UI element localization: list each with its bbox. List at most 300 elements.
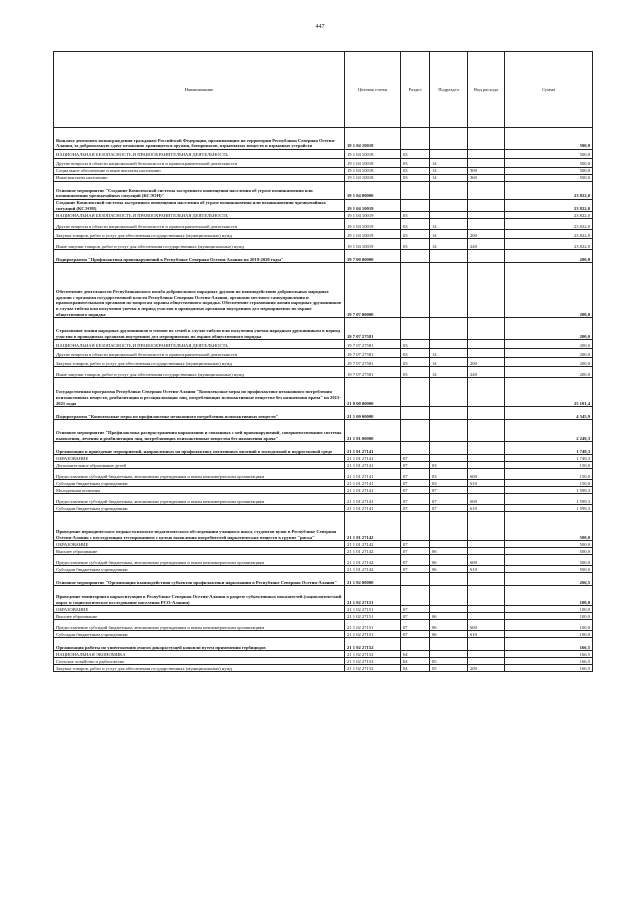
row-section-cell [401, 263, 430, 318]
row-expense-cell [468, 407, 505, 420]
row-expense-cell [468, 318, 505, 340]
table-row [54, 442, 593, 455]
row-subsection-cell [430, 407, 468, 420]
row-subsection-cell [430, 420, 468, 442]
table-row [54, 318, 593, 340]
row-subsection-cell: 07 [430, 487, 468, 494]
row-target-cell: 21 1 01 27141 [345, 455, 401, 462]
row-amount-cell: 23 822,0 [505, 212, 593, 219]
row-amount-cell: 500,0 [505, 150, 593, 159]
row-target-cell: 21 1 02 27151 [345, 606, 401, 613]
row-subsection-cell [430, 586, 468, 606]
row-name-cell: Предоставление субсидий бюджетным, автономным учреждениям и иным некоммерческим организациям [54, 555, 345, 566]
row-amount-cell: 23 822,0 [505, 219, 593, 230]
row-amount-cell: 500,0 [505, 541, 593, 548]
row-expense-cell: 200 [468, 358, 505, 367]
row-expense-cell: 360 [468, 175, 505, 182]
row-name-cell: Проведение периодического медико-психолого-педагогического обследования учащихся школ, студентов вузов в Республике Северная Осетия-Алания с последующим тестированием с целью выявления потребителей наркотических веществ в группе "риска" [54, 512, 345, 541]
row-subsection-cell: 06 [430, 620, 468, 631]
row-subsection-cell [430, 541, 468, 548]
row-section-cell: 07 [401, 606, 430, 613]
row-expense-cell [468, 263, 505, 318]
row-amount-cell: 100,0 [505, 613, 593, 620]
table-row [54, 651, 593, 658]
row-amount-cell: 100,0 [505, 606, 593, 613]
row-section-cell: 03 [401, 340, 430, 349]
row-name-cell: Социальное обеспечение и иные выплаты населению [54, 168, 345, 175]
row-expense-cell [468, 455, 505, 462]
row-target-cell: 19 1 04 10019 [345, 200, 401, 212]
row-section-cell: 03 [401, 175, 430, 182]
row-subsection-cell [430, 212, 468, 219]
row-amount-cell: 150,0 [505, 480, 593, 487]
row-target-cell: 21 0 00 00000 [345, 378, 401, 407]
row-subsection-cell: 14 [430, 230, 468, 239]
row-target-cell: 19 7 00 00000 [345, 250, 401, 263]
row-expense-cell [468, 548, 505, 555]
row-target-cell: 19 1 04 10018 [345, 128, 401, 150]
table-row [54, 613, 593, 620]
row-target-cell: 21 1 02 27152 [345, 651, 401, 658]
row-subsection-cell [430, 512, 468, 541]
row-name-cell: Субсидии бюджетным учреждениям [54, 480, 345, 487]
row-target-cell: 19 1 04 00000 [345, 182, 401, 200]
table-row [54, 512, 593, 541]
row-target-cell: 21 1 02 27151 [345, 586, 401, 606]
table-body [54, 128, 593, 672]
row-expense-cell [468, 487, 505, 494]
row-expense-cell: 600 [468, 555, 505, 566]
table-row [54, 555, 593, 566]
row-subsection-cell [430, 378, 468, 407]
row-section-cell: 07 [401, 487, 430, 494]
row-amount-cell: 200,0 [505, 250, 593, 263]
row-name-cell: Проведение мониторинга наркоситуации в Республике Северная Осетия-Алания в разрезе субъективных показателей (социологический опрос и социологическое исследование населения РСО-Алания) [54, 586, 345, 606]
row-amount-cell: 150,0 [505, 469, 593, 480]
row-subsection-cell: 06 [430, 555, 468, 566]
table-header [54, 52, 593, 128]
row-subsection-cell [430, 128, 468, 150]
row-amount-cell: 1 749,3 [505, 455, 593, 462]
row-expense-cell: 600 [468, 494, 505, 505]
row-name-cell: Иные закупки товаров, работ и услуг для обеспечения государственных (муниципальных) нужд [54, 239, 345, 250]
row-section-cell [401, 250, 430, 263]
row-target-cell: 21 1 01 27142 [345, 541, 401, 548]
table-row [54, 455, 593, 462]
row-amount-cell: 166,5 [505, 658, 593, 665]
row-target-cell: 19 7 07 27581 [345, 340, 401, 349]
row-subsection-cell [430, 182, 468, 200]
row-section-cell: 04 [401, 658, 430, 665]
row-subsection-cell [430, 200, 468, 212]
row-target-cell: 19 1 04 10018 [345, 175, 401, 182]
row-subsection-cell: 06 [430, 631, 468, 638]
row-section-cell [401, 318, 430, 340]
page-number: 447 [315, 24, 325, 30]
row-expense-cell [468, 128, 505, 150]
row-name-cell: НАЦИОНАЛЬНАЯ БЕЗОПАСНОСТЬ И ПРАВООХРАНИТЕЛЬНАЯ ДЕЯТЕЛЬНОСТЬ [54, 150, 345, 159]
row-target-cell: 21 1 02 27151 [345, 620, 401, 631]
row-target-cell: 19 1 04 10018 [345, 159, 401, 168]
row-expense-cell [468, 250, 505, 263]
row-name-cell: Субсидии бюджетным учреждениям [54, 566, 345, 573]
row-amount-cell: 500,0 [505, 512, 593, 541]
row-amount-cell: 200,0 [505, 318, 593, 340]
column-header-section: Раздел [401, 52, 430, 128]
row-section-cell: 07 [401, 462, 430, 469]
row-target-cell: 21 1 02 27151 [345, 631, 401, 638]
row-expense-cell [468, 512, 505, 541]
row-name-cell: Высшее образование [54, 548, 345, 555]
row-subsection-cell: 03 [430, 469, 468, 480]
row-amount-cell: 100,0 [505, 631, 593, 638]
row-subsection-cell: 07 [430, 494, 468, 505]
row-target-cell: 21 1 02 27151 [345, 613, 401, 620]
row-section-cell: 04 [401, 665, 430, 672]
row-amount-cell: 200,0 [505, 340, 593, 349]
row-subsection-cell [430, 250, 468, 263]
row-amount-cell: 500,0 [505, 548, 593, 555]
row-name-cell: НАЦИОНАЛЬНАЯ БЕЗОПАСНОСТЬ И ПРАВООХРАНИТЕЛЬНАЯ ДЕЯТЕЛЬНОСТЬ [54, 212, 345, 219]
row-subsection-cell: 14 [430, 367, 468, 378]
row-subsection-cell: 03 [430, 480, 468, 487]
row-name-cell: ОБРАЗОВАНИЕ [54, 455, 345, 462]
row-name-cell: ОБРАЗОВАНИЕ [54, 541, 345, 548]
row-section-cell [401, 182, 430, 200]
table-row [54, 212, 593, 219]
row-section-cell: 03 [401, 212, 430, 219]
row-amount-cell: 25 101,4 [505, 378, 593, 407]
row-amount-cell: 500,0 [505, 159, 593, 168]
row-section-cell: 07 [401, 631, 430, 638]
row-section-cell [401, 407, 430, 420]
row-amount-cell: 200,0 [505, 358, 593, 367]
row-subsection-cell [430, 318, 468, 340]
row-section-cell: 07 [401, 494, 430, 505]
row-amount-cell: 166,5 [505, 638, 593, 651]
row-target-cell: 19 1 04 10019 [345, 212, 401, 219]
row-target-cell: 19 1 04 10019 [345, 219, 401, 230]
row-target-cell: 19 1 04 10018 [345, 150, 401, 159]
table-row [54, 128, 593, 150]
row-name-cell: Субсидии бюджетным учреждениям [54, 631, 345, 638]
row-amount-cell: 100,0 [505, 620, 593, 631]
row-target-cell: 21 1 01 27141 [345, 480, 401, 487]
row-amount-cell: 1 749,3 [505, 442, 593, 455]
row-name-cell: Обеспечение деятельности Республиканского штаба добровольных народных дружин по взаимодействию добровольных народных дружин с органами государственной власти Республики Северная Осетия-Алания, органами местного самоуправления и правоохранительными органами по вопросам охраны общественного порядка. Обеспечение страхования жизни народных дружинников в случае гибели или получения увечья в период участия в проводимых органами внутренних дел мероприятиях по охране общественного порядка [54, 263, 345, 318]
row-expense-cell [468, 573, 505, 586]
row-section-cell [401, 573, 430, 586]
row-section-cell [401, 586, 430, 606]
table-row [54, 250, 593, 263]
row-expense-cell [468, 182, 505, 200]
row-amount-cell: 100,0 [505, 586, 593, 606]
row-target-cell: 19 7 07 00000 [345, 263, 401, 318]
table-row [54, 200, 593, 212]
row-name-cell: Предоставление субсидий бюджетным, автономным учреждениям и иным некоммерческим организациям [54, 494, 345, 505]
table-row [54, 150, 593, 159]
row-subsection-cell: 06 [430, 548, 468, 555]
row-expense-cell [468, 219, 505, 230]
row-section-cell: 03 [401, 219, 430, 230]
row-target-cell: 21 1 01 27142 [345, 555, 401, 566]
row-name-cell: Организация работы по уничтожению очагов дикорастущей конопли путем применения гербицидов [54, 638, 345, 651]
row-expense-cell: 240 [468, 367, 505, 378]
row-section-cell [401, 200, 430, 212]
table-row [54, 573, 593, 586]
row-target-cell: 19 7 07 27581 [345, 358, 401, 367]
row-expense-cell: 300 [468, 168, 505, 175]
row-subsection-cell [430, 651, 468, 658]
row-subsection-cell [430, 455, 468, 462]
row-section-cell [401, 128, 430, 150]
row-name-cell: Закупка товаров, работ и услуг для обеспечения государственных (муниципальных) нужд [54, 665, 345, 672]
row-section-cell: 07 [401, 505, 430, 512]
row-name-cell: ОБРАЗОВАНИЕ [54, 606, 345, 613]
row-section-cell [401, 638, 430, 651]
column-header-name: Наименование [54, 52, 345, 128]
row-subsection-cell [430, 573, 468, 586]
row-subsection-cell: 14 [430, 168, 468, 175]
row-amount-cell: 166,5 [505, 665, 593, 672]
table-row [54, 367, 593, 378]
row-amount-cell: 2 249,3 [505, 420, 593, 442]
row-target-cell: 19 7 07 27581 [345, 318, 401, 340]
table-row [54, 239, 593, 250]
row-name-cell: Предоставление субсидий бюджетным, автономным учреждениям и иным некоммерческим организациям [54, 469, 345, 480]
row-section-cell: 03 [401, 159, 430, 168]
row-name-cell: Другие вопросы в области национальной безопасности и правоохранительной деятельности [54, 219, 345, 230]
row-section-cell: 07 [401, 469, 430, 480]
row-name-cell: Создание Комплексной системы экстренного оповещения населения об угрозе возникновения или возникновении чрезвычайных ситуаций (КСЭОН) [54, 200, 345, 212]
row-expense-cell [468, 606, 505, 613]
row-subsection-cell: 05 [430, 658, 468, 665]
row-section-cell: 03 [401, 358, 430, 367]
row-name-cell: НАЦИОНАЛЬНАЯ ЭКОНОМИКА [54, 651, 345, 658]
budget-table [53, 51, 593, 672]
row-expense-cell [468, 340, 505, 349]
row-section-cell [401, 512, 430, 541]
row-section-cell: 03 [401, 150, 430, 159]
row-amount-cell: 266,5 [505, 573, 593, 586]
row-amount-cell: 200,0 [505, 349, 593, 358]
table-row [54, 494, 593, 505]
row-target-cell: 19 1 04 10019 [345, 230, 401, 239]
row-name-cell: Дополнительное образование детей [54, 462, 345, 469]
row-name-cell: Основное мероприятие "Организация взаимодействия субъектов профилактики наркомании в Республике Северная Осетия-Алания" [54, 573, 345, 586]
row-expense-cell [468, 638, 505, 651]
row-expense-cell [468, 349, 505, 358]
row-expense-cell [468, 159, 505, 168]
row-expense-cell: 610 [468, 480, 505, 487]
table-row [54, 658, 593, 665]
row-section-cell [401, 420, 430, 442]
table-row [54, 665, 593, 672]
table-row [54, 480, 593, 487]
row-section-cell: 03 [401, 367, 430, 378]
row-subsection-cell: 14 [430, 349, 468, 358]
row-target-cell: 19 7 07 27581 [345, 349, 401, 358]
row-expense-cell [468, 212, 505, 219]
row-expense-cell [468, 378, 505, 407]
row-section-cell: 07 [401, 566, 430, 573]
row-name-cell: Иные выплаты населению [54, 175, 345, 182]
row-amount-cell: 23 822,0 [505, 200, 593, 212]
row-subsection-cell: 14 [430, 358, 468, 367]
table-row [54, 548, 593, 555]
row-amount-cell: 4 345,9 [505, 407, 593, 420]
row-target-cell: 21 1 02 27152 [345, 638, 401, 651]
row-section-cell [401, 442, 430, 455]
table-row [54, 505, 593, 512]
row-target-cell: 19 1 04 10019 [345, 239, 401, 250]
row-expense-cell [468, 420, 505, 442]
row-name-cell: Государственная программа Республики Северная Осетия-Алания "Комплексные меры по профилактике незаконного потребления психоактивных веществ, реабилитации и ресоциализации лиц, потребляющих психоактивные вещества без назначения врача" на 2015-2021 годы [54, 378, 345, 407]
row-expense-cell [468, 613, 505, 620]
row-section-cell: 03 [401, 239, 430, 250]
column-header-target: Целевая статья [345, 52, 401, 128]
column-header-subsection: Подраздел [430, 52, 468, 128]
row-amount-cell: 500,0 [505, 175, 593, 182]
row-expense-cell: 200 [468, 230, 505, 239]
row-target-cell: 21 1 01 27141 [345, 494, 401, 505]
table-row [54, 620, 593, 631]
row-expense-cell: 610 [468, 631, 505, 638]
row-section-cell: 07 [401, 548, 430, 555]
row-name-cell: Подпрограмма "Комплексные меры по профилактике незаконного потребления психоактивных веществ" [54, 407, 345, 420]
row-subsection-cell: 07 [430, 505, 468, 512]
row-amount-cell: 200,0 [505, 263, 593, 318]
row-name-cell: Закупка товаров, работ и услуг для обеспечения государственных (муниципальных) нужд [54, 358, 345, 367]
row-subsection-cell: 03 [430, 462, 468, 469]
row-target-cell: 21 1 02 27152 [345, 658, 401, 665]
row-name-cell: Другие вопросы в области национальной безопасности и правоохранительной деятельности [54, 349, 345, 358]
row-subsection-cell: 14 [430, 159, 468, 168]
row-target-cell: 21 1 01 27141 [345, 469, 401, 480]
row-target-cell: 19 7 07 27581 [345, 367, 401, 378]
table-row [54, 263, 593, 318]
table-row [54, 349, 593, 358]
row-subsection-cell [430, 263, 468, 318]
row-subsection-cell: 06 [430, 613, 468, 620]
row-section-cell: 07 [401, 541, 430, 548]
row-amount-cell: 500,0 [505, 168, 593, 175]
row-amount-cell: 23 822,0 [505, 239, 593, 250]
row-subsection-cell [430, 442, 468, 455]
row-expense-cell: 610 [468, 566, 505, 573]
row-amount-cell: 500,0 [505, 555, 593, 566]
row-section-cell: 04 [401, 651, 430, 658]
row-section-cell: 07 [401, 555, 430, 566]
row-amount-cell: 23 822,0 [505, 182, 593, 200]
row-amount-cell: 1 599,3 [505, 487, 593, 494]
table-row [54, 566, 593, 573]
row-name-cell: Подпрограмма "Профилактика правонарушений в Республике Северная Осетия-Алания на 2019-2020 годы" [54, 250, 345, 263]
table-row [54, 230, 593, 239]
row-name-cell: Другие вопросы в области национальной безопасности и правоохранительной деятельности [54, 159, 345, 168]
row-section-cell [401, 378, 430, 407]
row-name-cell: Субсидии бюджетным учреждениям [54, 505, 345, 512]
row-expense-cell: 610 [468, 505, 505, 512]
row-name-cell: Страхование жизни народных дружинников и членов их семей в случае гибели или получения увечья народным дружинником в период участия в проводимых органами внутренних дел мероприятиях по охране общественного порядка [54, 318, 345, 340]
row-target-cell: 21 1 01 00000 [345, 420, 401, 442]
row-target-cell: 21 1 01 27142 [345, 548, 401, 555]
table-row [54, 606, 593, 613]
row-section-cell: 03 [401, 230, 430, 239]
table-row [54, 407, 593, 420]
row-name-cell: Молодежная политика [54, 487, 345, 494]
table-row [54, 420, 593, 442]
row-target-cell: 21 1 01 27141 [345, 462, 401, 469]
table-row [54, 462, 593, 469]
row-section-cell: 03 [401, 168, 430, 175]
row-section-cell: 07 [401, 480, 430, 487]
table-row [54, 378, 593, 407]
row-expense-cell [468, 462, 505, 469]
row-name-cell: Организация и проведение мероприятий, направленных на профилактику негативных явлений в молодежной и подростковой среде [54, 442, 345, 455]
row-amount-cell: 150,0 [505, 462, 593, 469]
row-subsection-cell: 05 [430, 665, 468, 672]
row-amount-cell: 1 599,3 [505, 505, 593, 512]
row-name-cell: Предоставление субсидий бюджетным, автономным учреждениям и иным некоммерческим организациям [54, 620, 345, 631]
row-amount-cell: 23 822,0 [505, 230, 593, 239]
row-subsection-cell [430, 340, 468, 349]
table-row [54, 487, 593, 494]
row-target-cell: 21 1 01 27141 [345, 442, 401, 455]
row-expense-cell: 600 [468, 469, 505, 480]
row-subsection-cell [430, 606, 468, 613]
row-section-cell: 07 [401, 613, 430, 620]
table-row [54, 175, 593, 182]
row-target-cell: 21 1 01 27142 [345, 566, 401, 573]
row-subsection-cell: 06 [430, 566, 468, 573]
row-name-cell: Основное мероприятие "Создание Комплексной системы экстренного оповещения населения об угрозе возникновения или возникновении чрезвычайных ситуаций (КСЭОН)" [54, 182, 345, 200]
column-header-expense-type: Вид расхода [468, 52, 505, 128]
table-row [54, 469, 593, 480]
column-header-amount: Сумма [505, 52, 593, 128]
row-amount-cell: 1 599,3 [505, 494, 593, 505]
row-target-cell: 21 1 02 27152 [345, 665, 401, 672]
row-amount-cell: 500,0 [505, 128, 593, 150]
row-subsection-cell [430, 150, 468, 159]
row-name-cell: Высшее образование [54, 613, 345, 620]
row-expense-cell [468, 200, 505, 212]
row-subsection-cell: 14 [430, 239, 468, 250]
row-name-cell: Закупка товаров, работ и услуг для обеспечения государственных (муниципальных) нужд [54, 230, 345, 239]
row-expense-cell [468, 658, 505, 665]
row-amount-cell: 200,0 [505, 367, 593, 378]
row-subsection-cell: 14 [430, 175, 468, 182]
table-row [54, 182, 593, 200]
row-expense-cell [468, 442, 505, 455]
row-expense-cell [468, 586, 505, 606]
row-name-cell: Основное мероприятие "Профилактика распространения наркомании и связанных с ней правонарушений, совершенствование системы выявления, лечения и реабилитации лиц, потребляющих психоактивные вещества без назначения врача" [54, 420, 345, 442]
table-row [54, 340, 593, 349]
row-target-cell: 21 1 00 00000 [345, 407, 401, 420]
table-row [54, 358, 593, 367]
row-subsection-cell: 14 [430, 219, 468, 230]
table-row [54, 541, 593, 548]
row-amount-cell: 500,0 [505, 566, 593, 573]
row-section-cell: 07 [401, 620, 430, 631]
table-row [54, 168, 593, 175]
row-expense-cell [468, 150, 505, 159]
row-expense-cell [468, 541, 505, 548]
row-expense-cell [468, 651, 505, 658]
row-amount-cell: 166,5 [505, 651, 593, 658]
table-row [54, 638, 593, 651]
row-target-cell: 21 1 01 27141 [345, 505, 401, 512]
